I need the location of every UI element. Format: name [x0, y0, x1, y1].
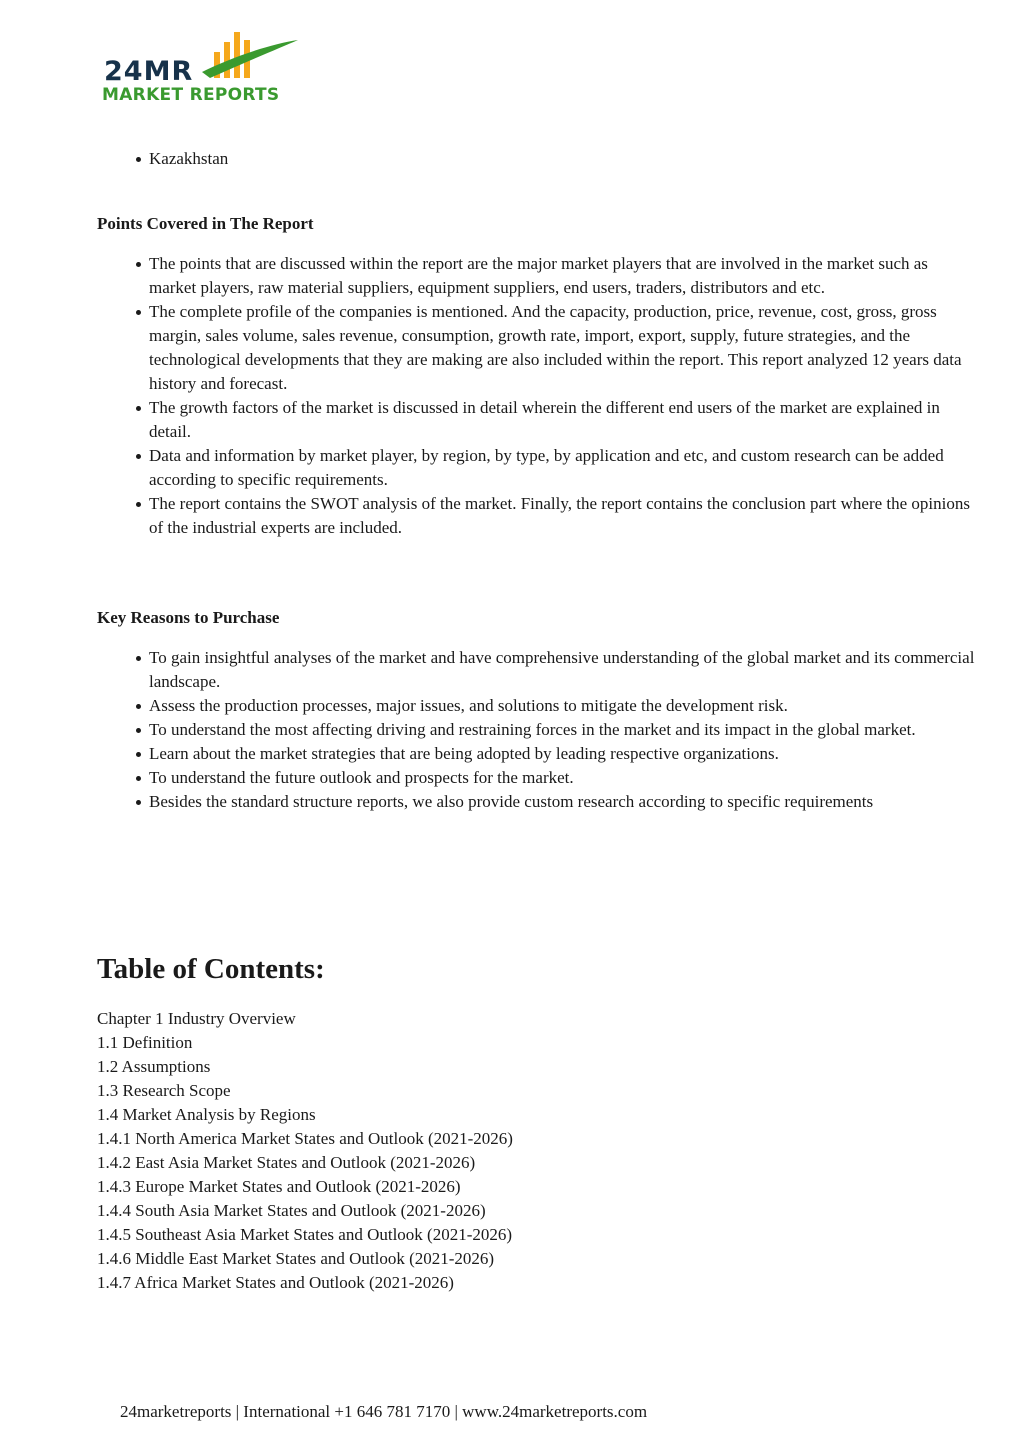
table-of-contents [97, 1007, 513, 1295]
toc-line: 1.4.1 North America Market States and Outlook (2021-2026) [97, 1129, 513, 1148]
list-item: To understand the most affecting driving and restraining forces in the market and its impact in the global market. [149, 718, 979, 742]
page-footer: 24marketreports | International +1 646 781 7170 | www.24marketreports.com [120, 1402, 648, 1421]
list-item: The report contains the SWOT analysis of the market. Finally, the report contains the conclusion part where the opinions of the industrial experts are included. [149, 492, 979, 540]
toc-line: 1.4.7 Africa Market States and Outlook (2021-2026) [97, 1273, 454, 1292]
logo-wordmark: 24MR [104, 56, 194, 87]
key-reasons-list [97, 646, 979, 814]
toc-line: 1.4.3 Europe Market States and Outlook (2021-2026) [97, 1177, 461, 1196]
toc-line: 1.4.2 East Asia Market States and Outlook (2021-2026) [97, 1153, 476, 1172]
list-item: To gain insightful analyses of the market and have comprehensive understanding of the global market and its commercial landscape. [149, 646, 979, 694]
bar-chart-logo-icon [200, 28, 310, 88]
key-reasons-heading: Key Reasons to Purchase [97, 608, 280, 627]
toc-line: 1.4.6 Middle East Market States and Outlook (2021-2026) [97, 1249, 495, 1268]
toc-line: 1.4 Market Analysis by Regions [97, 1105, 316, 1124]
company-logo [100, 28, 310, 110]
toc-line: 1.4.5 Southeast Asia Market States and Outlook (2021-2026) [97, 1225, 513, 1244]
points-covered-list [97, 252, 979, 540]
list-item: Learn about the market strategies that are being adopted by leading respective organizations. [149, 742, 979, 766]
table-of-contents-heading: Table of Contents: [97, 953, 325, 985]
list-item: Besides the standard structure reports, we also provide custom research according to specific requirements [149, 790, 979, 814]
list-item: The complete profile of the companies is mentioned. And the capacity, production, price, revenue, cost, gross, gross margin, sales volume, sales revenue, consumption, growth rate, import, export, supply, future strategies, and the technological developments that they are making are also included within the report. This report analyzed 12 years data history and forecast. [149, 300, 979, 396]
toc-line: 1.1 Definition [97, 1033, 193, 1052]
list-item: The growth factors of the market is discussed in detail wherein the different end users of the market are explained in detail. [149, 396, 979, 444]
points-covered-heading: Points Covered in The Report [97, 214, 314, 233]
toc-line: 1.3 Research Scope [97, 1081, 231, 1100]
logo-tagline: MARKET REPORTS [102, 85, 280, 105]
list-item: Kazakhstan [149, 147, 228, 171]
list-item: Data and information by market player, by region, by type, by application and etc, and custom research can be added according to specific requirements. [149, 444, 979, 492]
region-list [97, 147, 228, 171]
list-item: To understand the future outlook and prospects for the market. [149, 766, 979, 790]
list-item: The points that are discussed within the report are the major market players that are involved in the market such as market players, raw material suppliers, equipment suppliers, end users, traders, distributors and etc. [149, 252, 979, 300]
toc-line: Chapter 1 Industry Overview [97, 1009, 296, 1028]
toc-line: 1.4.4 South Asia Market States and Outlook (2021-2026) [97, 1201, 486, 1220]
toc-line: 1.2 Assumptions [97, 1057, 211, 1076]
list-item: Assess the production processes, major issues, and solutions to mitigate the development risk. [149, 694, 979, 718]
